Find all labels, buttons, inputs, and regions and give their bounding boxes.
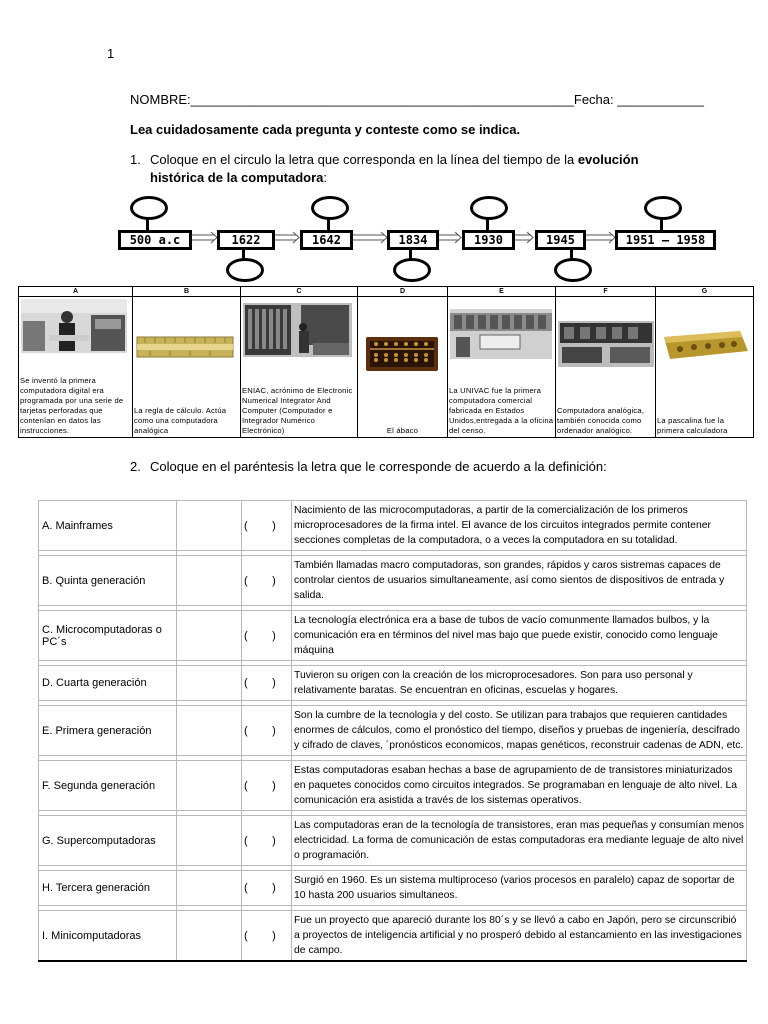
answer-parenthesis[interactable]: ( ) bbox=[242, 761, 292, 811]
blank-cell bbox=[177, 871, 242, 906]
definition-row bbox=[39, 501, 747, 551]
timeline-date-1945: 1945 bbox=[535, 230, 586, 250]
image-cell-d bbox=[358, 297, 448, 438]
definition-text: También llamadas macro computadoras, son grandes, rápidos y caros sistremas capaces de controlar cientos de usuarios simultaneamente, así como sientos de dispositivos de entrada y salida. bbox=[292, 556, 747, 606]
blank-cell bbox=[177, 611, 242, 661]
name-date-line bbox=[130, 92, 704, 107]
definition-text: Estas computadoras esaban hechas a base de agrupamiento de de transistores miniaturizados en paquetes conocidos como circuitos integrados. Se programaban en lenguaje de alto nivel. La comunicación era asistida a través de los sistemas operativos. bbox=[292, 761, 747, 811]
definition-term: I. Minicomputadoras bbox=[39, 911, 177, 962]
image-cell-e bbox=[448, 297, 556, 438]
image-cell-b bbox=[133, 297, 241, 438]
definition-text: Son la cumbre de la tecnología y del costo. Se utilizan para trabajos que requieren cantidades enormes de cálculos, como el pronóstico del tiempo, diseños y pruebas de ingeniería, descifrado y cifrado de claves, ´pronósticos economicos, mapas genéticos, reconstruir cadenas de ADN, etc. bbox=[292, 706, 747, 756]
blank-cell bbox=[177, 761, 242, 811]
analog-computer-photo bbox=[558, 321, 654, 367]
answer-parenthesis[interactable]: ( ) bbox=[242, 816, 292, 866]
answer-circle-1834[interactable] bbox=[393, 258, 431, 282]
univac-photo bbox=[450, 309, 552, 359]
answer-parenthesis[interactable]: ( ) bbox=[242, 666, 292, 701]
blank-cell bbox=[177, 556, 242, 606]
timeline-date-1930: 1930 bbox=[462, 230, 515, 250]
image-caption-b: La regla de cálculo. Actúa como una computadora analógica bbox=[134, 406, 227, 435]
timeline-date-1642: 1642 bbox=[300, 230, 353, 250]
answer-circle-1930[interactable] bbox=[470, 196, 508, 220]
definition-row bbox=[39, 611, 747, 661]
definition-term: H. Tercera generación bbox=[39, 871, 177, 906]
definition-row bbox=[39, 706, 747, 756]
timeline bbox=[110, 192, 720, 284]
date-field[interactable]: Fecha: ____________ bbox=[573, 92, 704, 107]
answer-parenthesis[interactable]: ( ) bbox=[242, 871, 292, 906]
definition-text: Tuvieron su origen con la creación de los microprocesadores. Son para uso personal y relativamente baratas. Se encuentran en oficinas, escuelas y hogares. bbox=[292, 666, 747, 701]
definition-row bbox=[39, 871, 747, 906]
image-cell-c bbox=[241, 297, 358, 438]
image-caption-f: Computadora analógica, también conocida como ordenador analógico. bbox=[557, 406, 645, 435]
definition-row bbox=[39, 761, 747, 811]
blank-cell bbox=[177, 666, 242, 701]
definition-term: E. Primera generación bbox=[39, 706, 177, 756]
definition-text: Las computadoras eran de la tecnología de transistores, eran mas pequeñas y consumían menos electricidad. La forma de comunicación de estas computadoras era mediante leguaje de alto nivel o programación. bbox=[292, 816, 747, 866]
image-caption-a: Se inventó la primera computadora digital era programada por una serie de tarjetas perforadas que contenían en datos las instrucciones. bbox=[20, 376, 124, 435]
blank-cell bbox=[177, 706, 242, 756]
answer-parenthesis[interactable]: ( ) bbox=[242, 556, 292, 606]
image-cell-a bbox=[19, 297, 133, 438]
timeline-date-1951-1958: 1951 – 1958 bbox=[615, 230, 716, 250]
answer-circle-1642[interactable] bbox=[311, 196, 349, 220]
definition-row bbox=[39, 556, 747, 606]
image-caption-c: ENIAC, acrónimo de Electronic Numerical Integrator And Computer (Computador e Integrador Numérico Electrónico) bbox=[242, 386, 353, 435]
images-table bbox=[18, 286, 754, 438]
abacus-photo bbox=[360, 333, 444, 375]
slide-rule-photo bbox=[135, 331, 235, 363]
name-field[interactable]: NOMBRE:_____________________________________________________ bbox=[130, 92, 574, 107]
image-caption-d: El ábaco bbox=[386, 426, 419, 435]
image-cell-g bbox=[656, 297, 754, 438]
answer-parenthesis[interactable]: ( ) bbox=[242, 501, 292, 551]
answer-parenthesis[interactable]: ( ) bbox=[242, 911, 292, 962]
definition-term: B. Quinta generación bbox=[39, 556, 177, 606]
answer-parenthesis[interactable]: ( ) bbox=[242, 706, 292, 756]
question-1-text: Coloque en el circulo la letra que corresponda en la línea del tiempo de la evolución histórica de la computadora: bbox=[150, 152, 639, 185]
image-letter-f: F bbox=[556, 287, 656, 297]
question-2-number: 2. bbox=[130, 459, 141, 474]
definition-text: Fue un proyecto que apareció durante los 80´s y se llevó a cabo en Japón, pero se circunscribió a proyectos de inteligencia artificial y no prosperó debido al estancamiento en las investigaciones de campo. bbox=[292, 911, 747, 962]
image-letter-b: B bbox=[133, 287, 241, 297]
answer-circle-1951-1958[interactable] bbox=[644, 196, 682, 220]
image-caption-e: La UNIVAC fue la primera computadora comercial fabricada en Estados Unidos,entregada a la oficina del censo. bbox=[449, 386, 554, 435]
definition-term: F. Segunda generación bbox=[39, 761, 177, 811]
question-2-text: Coloque en el paréntesis la letra que le corresponde de acuerdo a la definición: bbox=[150, 459, 607, 474]
punch-card-computer-photo bbox=[21, 299, 127, 353]
blank-cell bbox=[177, 501, 242, 551]
definition-term: C. Microcomputadoras o PC´s bbox=[39, 611, 177, 661]
image-letter-d: D bbox=[358, 287, 448, 297]
blank-cell bbox=[177, 911, 242, 962]
eniac-photo bbox=[243, 303, 352, 357]
timeline-date-1622: 1622 bbox=[217, 230, 275, 250]
definition-text: Surgió en 1960. Es un sistema multiproceso (varios procesos en paralelo) capaz de soportar de 10 hasta 200 usuarios simultaneos. bbox=[292, 871, 747, 906]
page-number: 1 bbox=[107, 46, 115, 61]
definition-row bbox=[39, 666, 747, 701]
timeline-date-500ac: 500 a.c bbox=[118, 230, 192, 250]
image-caption-g: La pascalina fue la primera calculadora bbox=[657, 416, 728, 435]
blank-cell bbox=[177, 816, 242, 866]
answer-parenthesis[interactable]: ( ) bbox=[242, 611, 292, 661]
definitions-table bbox=[38, 500, 747, 962]
question-1-number: 1. bbox=[130, 152, 141, 167]
answer-circle-1622[interactable] bbox=[226, 258, 264, 282]
image-letter-a: A bbox=[19, 287, 133, 297]
definition-row bbox=[39, 816, 747, 866]
image-cell-f bbox=[556, 297, 656, 438]
pascaline-photo bbox=[658, 325, 750, 365]
answer-circle-500ac[interactable] bbox=[130, 196, 168, 220]
image-letter-g: G bbox=[656, 287, 754, 297]
definition-row bbox=[39, 911, 747, 962]
timeline-date-1834: 1834 bbox=[387, 230, 439, 250]
instructions: Lea cuidadosamente cada pregunta y conteste como se indica. bbox=[130, 122, 521, 137]
definition-term: A. Mainframes bbox=[39, 501, 177, 551]
definition-term: D. Cuarta generación bbox=[39, 666, 177, 701]
definition-term: G. Supercomputadoras bbox=[39, 816, 177, 866]
definition-text: La tecnología electrónica era a base de tubos de vacío comunmente llamados bulbos, y la comunicación era en términos del nivel mas bajo que puede existir, conocido como lenguaje máquina bbox=[292, 611, 747, 661]
answer-circle-1945[interactable] bbox=[554, 258, 592, 282]
definition-text: Nacimiento de las microcomputadoras, a partir de la comercialización de los primeros microprocesadores de la firma intel. El avance de los circuitos integrados permite contener secciones completas de la computadora, o a veces la computadora en su totalidad. bbox=[292, 501, 747, 551]
image-letter-e: E bbox=[448, 287, 556, 297]
image-letter-c: C bbox=[241, 287, 358, 297]
